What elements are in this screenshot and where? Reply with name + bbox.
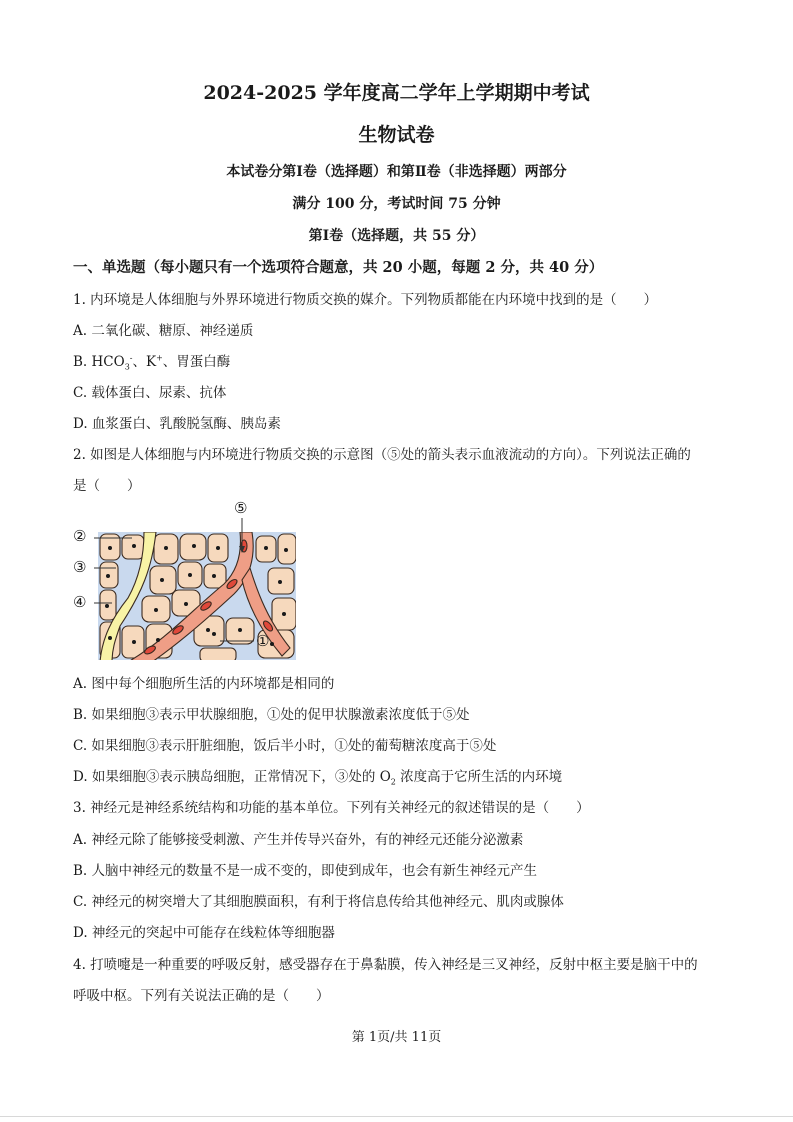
page-number: 第 1页/共 11页 xyxy=(351,1030,442,1045)
tissue-cell xyxy=(200,648,236,662)
q2-option-d-part: D. 如果细胞③表示胰岛细胞，正常情况下，③处的 O xyxy=(73,769,391,785)
q2-option-d-part: 浓度高于它所生活的内环境 xyxy=(395,769,563,785)
part-one-title: 第Ⅰ卷（选择题，共 55 分） xyxy=(308,228,485,244)
q4-stem-continued: 呼吸中枢。下列有关说法正确的是（ ） xyxy=(73,988,330,1004)
q2-stem-continued: 是（ ） xyxy=(73,478,141,494)
label-4: ④ xyxy=(73,593,87,611)
q3-stem: 3. 神经元是神经系统结构和功能的基本单位。下列有关神经元的叙述错误的是（ ） xyxy=(73,800,590,816)
q3-option-b: B. 人脑中神经元的数量不是一成不变的，即使到成年，也会有新生神经元产生 xyxy=(73,863,538,879)
paper-note: 本试卷分第Ⅰ卷（选择题）和第Ⅱ卷（非选择题）两部分 xyxy=(226,164,567,180)
score-time-note: 满分 100 分，考试时间 75 分钟 xyxy=(292,196,501,212)
q1-option-b-sub: 3 xyxy=(124,362,130,372)
label-2: ② xyxy=(73,527,87,545)
q1-option-b-part: B. HCO xyxy=(73,354,125,370)
page-bottom-divider xyxy=(0,1116,793,1117)
q2-option-b: B. 如果细胞③表示甲状腺细胞，①处的促甲状腺激素浓度低于⑤处 xyxy=(73,707,470,723)
tissue-diagram xyxy=(72,498,302,663)
q1-stem: 1. 内环境是人体细胞与外界环境进行物质交换的媒介。下列物质都能在内环境中找到的是（ ） xyxy=(73,292,658,308)
q1-option-a: A. 二氧化碳、糖原、神经递质 xyxy=(73,323,254,339)
q2-option-d xyxy=(73,765,562,787)
q1-option-b-part: 、胃蛋白酶 xyxy=(162,354,231,370)
q1-option-b xyxy=(73,350,230,372)
q2-stem: 2. 如图是人体细胞与内环境进行物质交换的示意图（⑤处的箭头表示血液流动的方向）。下列说法正确的 xyxy=(73,447,691,463)
q1-option-c: C. 载体蛋白、尿素、抗体 xyxy=(73,385,227,401)
q3-option-c: C. 神经元的树突增大了其细胞膜面积，有利于将信息传给其他神经元、肌肉或腺体 xyxy=(73,894,564,910)
q1-option-b-sup: + xyxy=(156,353,163,363)
q3-option-a: A. 神经元除了能够接受刺激、产生并传导兴奋外，有的神经元还能分泌激素 xyxy=(73,832,524,848)
label-1: ① xyxy=(256,632,270,650)
q1-option-d: D. 血浆蛋白、乳酸脱氢酶、胰岛素 xyxy=(73,416,281,432)
q1-option-b-sup: - xyxy=(129,353,133,363)
exam-title: 2024-2025 学年度高二学年上学期期中考试 xyxy=(203,82,590,104)
subject-title: 生物试卷 xyxy=(358,124,435,146)
q4-stem: 4. 打喷嚏是一种重要的呼吸反射，感受器存在于鼻黏膜，传入神经是三叉神经，反射中枢主要是脑干中的 xyxy=(73,957,698,973)
q2-option-a: A. 图中每个细胞所生活的内环境都是相同的 xyxy=(73,676,335,692)
q2-option-d-sub: 2 xyxy=(390,777,396,787)
q1-option-b-part: 、K xyxy=(132,354,157,370)
q2-option-c: C. 如果细胞③表示肝脏细胞，饭后半小时，①处的葡萄糖浓度高于⑤处 xyxy=(73,738,497,754)
q3-option-d: D. 神经元的突起中可能存在线粒体等细胞器 xyxy=(73,925,335,941)
section-heading: 一、单选题（每小题只有一个选项符合题意，共 20 小题，每题 2 分，共 40 分） xyxy=(73,259,604,276)
label-3: ③ xyxy=(73,558,87,576)
label-5: ⑤ xyxy=(234,499,248,517)
